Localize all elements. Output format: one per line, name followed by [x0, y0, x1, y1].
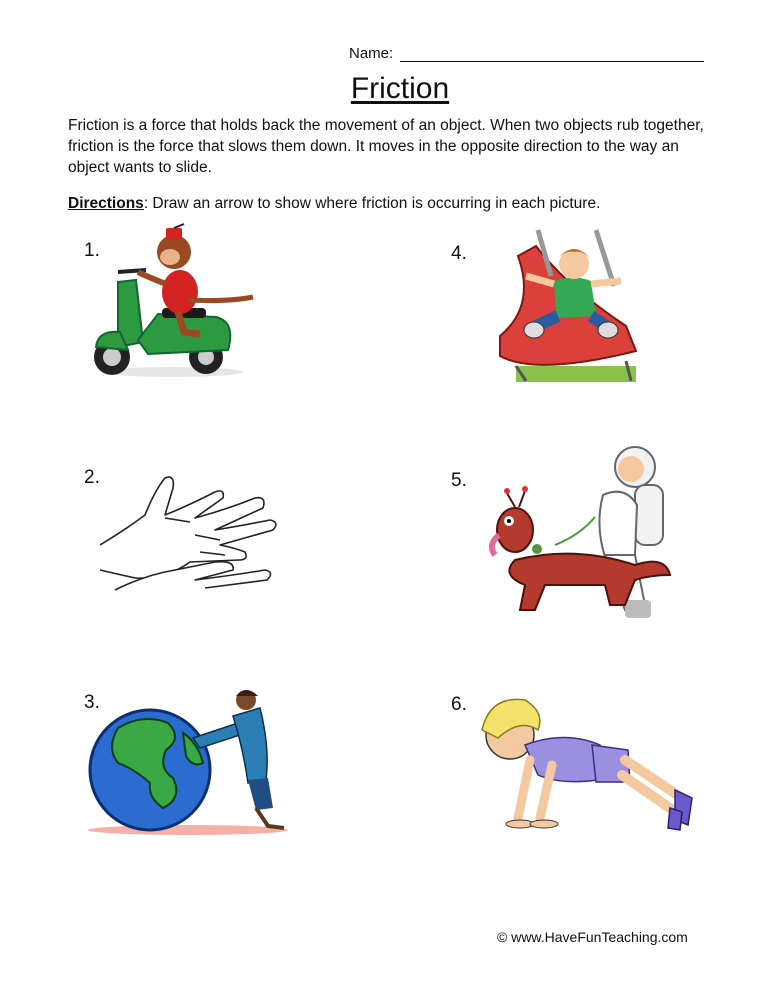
item-number-6: 6. — [451, 694, 467, 715]
directions — [68, 195, 600, 213]
item-number-2: 2. — [84, 467, 100, 488]
item-number-5: 5. — [451, 470, 467, 491]
directions-text: : Draw an arrow to show where friction is occurring in each picture. — [143, 195, 601, 212]
name-label: Name: — [349, 45, 394, 62]
item-number-4: 4. — [451, 243, 467, 264]
copyright-footer: © www.HaveFunTeaching.com — [497, 929, 688, 945]
item-number-1: 1. — [84, 240, 100, 261]
directions-label: Directions — [68, 195, 144, 212]
page-title: Friction — [350, 72, 450, 105]
person-pushing-globe-icon — [88, 688, 298, 838]
name-input-line[interactable] — [400, 61, 704, 62]
boy-on-slide-icon — [496, 226, 646, 386]
person-doing-pushup-icon — [470, 690, 705, 840]
monkey-on-scooter-icon — [88, 222, 258, 382]
intro-paragraph: Friction is a force that holds back the movement of an object. When two objects rub together, friction is the force that slows them down. It moves in the opposite direction to the way an object wants to slide. — [68, 117, 704, 176]
alien-dog-and-astronaut-icon — [485, 445, 673, 625]
item-number-3: 3. — [84, 692, 100, 713]
hands-rubbing-icon — [95, 470, 290, 595]
